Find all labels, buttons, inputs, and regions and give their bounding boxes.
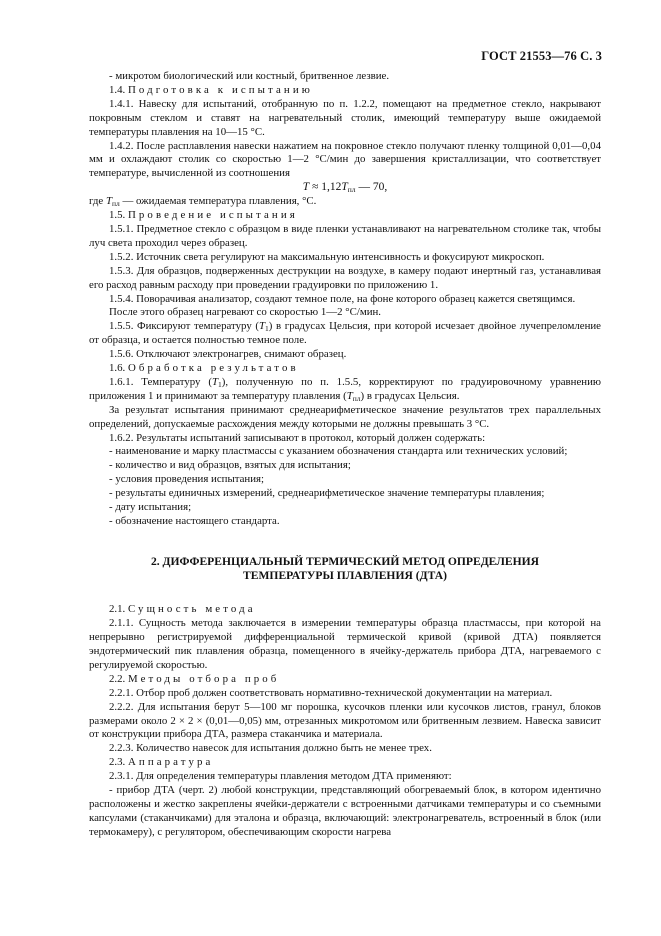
section-number: 2.2.	[109, 672, 126, 685]
document-body	[89, 70, 601, 840]
text-fragment: где	[89, 195, 106, 208]
section-title-text: Методы отбора проб	[127, 672, 280, 685]
list-item: - количество и вид образцов, взятых для испытания;	[109, 459, 351, 472]
text-fragment: — ожидаемая температура плавления, °С.	[119, 195, 317, 208]
paragraph: 1.4.1. Навеску для испытаний, отобранную по п. 1.2.2, помещают на предметное стекло, накрывают покровным стеклом и ставят на нагревательный столик, имеющий температуру выше ожидаемой температуры плавления на 10—15 °С.	[89, 97, 601, 138]
symbol: T	[346, 389, 353, 402]
paragraph: 1.5.2. Источник света регулируют на максимальную интенсивность и фокусируют микроскоп.	[109, 250, 545, 263]
formula-symbol: T	[341, 181, 348, 194]
text-fragment: ) в градусах Цельсия, при которой исчезает двойное лучепреломление от образца, и остается полностью темное поле.	[89, 320, 601, 347]
list-item: - обозначение настоящего стандарта.	[109, 515, 280, 527]
formula-tail: — 70,	[355, 181, 388, 194]
subscript: 1	[218, 379, 222, 389]
text-fragment: ), полученную по п. 1.5.5, корректируют по градуировочному уравнению приложения 1 и принимают за температуру плавления (	[89, 375, 602, 402]
list-item: - наименование и марку пластмассы с указанием обозначения стандарта или технических условий;	[109, 445, 568, 458]
paragraph	[89, 195, 601, 209]
paragraph: 2.2.3. Количество навесок для испытания должно быть не менее трех.	[109, 742, 432, 755]
section-title	[89, 362, 601, 376]
paragraph: 2.2.1. Отбор проб должен соответствовать нормативно-технической документации на материал.	[109, 686, 553, 699]
subscript: пл	[111, 199, 120, 209]
page-header: ГОСТ 21553—76 С. 3	[481, 49, 602, 63]
section-number: 2.1.	[109, 603, 126, 616]
formula	[89, 181, 601, 195]
paragraph	[89, 320, 601, 348]
text-fragment: ) в градусах Цельсия.	[360, 389, 460, 402]
text-fragment: 1.5.5. Фиксируют температуру (	[109, 320, 259, 333]
section-number: 1.5.	[109, 209, 126, 222]
symbol: T	[258, 320, 266, 333]
section-number: 2.3.	[109, 756, 126, 769]
list-item: - прибор ДТА (черт. 2) любой конструкции, представляющий обогреваемый блок, в котором идентично расположены и жестко закреплены ячейки-держатели с встроенными датчиками температуры и со съемными капсулами (стаканчиками) для эталона и образца, включающий: электронагреватель, встроенный в блок (или термокамеру), с регулятором, обеспечивающим скорости нагрева	[89, 784, 601, 838]
subscript: 1	[265, 324, 269, 334]
symbol: T	[211, 375, 218, 388]
paragraph: 1.5.4. Поворачивая анализатор, создают темное поле, на фоне которого образец кажется светящимся.	[109, 292, 576, 305]
section-title-text: Аппаратура	[127, 756, 214, 769]
formula-subscript: пл	[347, 185, 356, 195]
section-title	[89, 84, 601, 98]
paragraph: 1.4.2. После расплавления навески нажатием на покровное стекло получают пленку толщиной 0,01—0,04 мм и охлаждают столик со скоростью 1—2 °С/мин до завершения кристаллизации, что соответствует температуре, вычисленной из соотношения	[89, 139, 601, 180]
paragraph: 2.3.1. Для определения температуры плавления методом ДТА применяют:	[109, 770, 452, 783]
section-title	[89, 756, 601, 770]
section-title-text: Подготовка к испытанию	[127, 83, 313, 96]
formula-symbol: T	[302, 181, 310, 194]
subscript: пл	[352, 393, 361, 403]
list-item: - условия проведения испытания;	[109, 473, 265, 486]
paragraph: 1.5.6. Отключают электронагрев, снимают образец.	[109, 348, 347, 361]
paragraph: 1.5.1. Предметное стекло с образцом в виде пленки устанавливают на нагревательном столике так, чтобы луч света проходил через образец.	[89, 222, 601, 249]
paragraph: 2.1.1. Сущность метода заключается в измерении температуры образца пластмассы, при которой на непрерывно регистрируемой дифференциальной термической кривой (кривой ДТА) появляется эндотермический пик плавления образца, помещенного в ячейку-держатель прибора ДТА, нагреваемого с регулируемой скоростью.	[89, 617, 601, 671]
section-number: 1.6.	[109, 362, 126, 375]
section-number: 1.4.	[109, 83, 126, 96]
spacer	[89, 583, 601, 603]
paragraph: 1.6.2. Результаты испытаний записывают в протокол, который должен содержать:	[109, 431, 486, 444]
paragraph: За результат испытания принимают среднеарифметическое значение результатов трех параллельных определений, допускаемые расхождения между которыми не должны превышать 3 °С.	[89, 403, 601, 430]
text-fragment: 1.6.1. Температуру (	[109, 375, 212, 388]
paragraph: 2.2.2. Для испытания берут 5—100 мг порошка, кусочков пленки или кусочков листов, гранул, блоков размерами около 2 × 2 × (0,01—0,05) мм, отрезанных микротомом или бритвенным лезвием. Навеска зависит от конструкции прибора ДТА, размера стаканчика и материала.	[89, 700, 601, 741]
formula-operator: ≈ 1,12	[309, 181, 342, 194]
section-title	[89, 603, 601, 617]
section-title-text: Обработка результатов	[127, 362, 299, 375]
section-title	[89, 209, 601, 223]
list-item: - микротом биологический или костный, бритвенное лезвие.	[109, 70, 390, 82]
spacer	[89, 529, 601, 555]
section-title-text: Проведение испытания	[127, 209, 298, 222]
list-item: - результаты единичных измерений, среднеарифметическое значение температуры плавления;	[109, 487, 545, 500]
symbol: T	[105, 195, 112, 208]
section-title-text: Сущность метода	[127, 603, 256, 616]
paragraph	[89, 376, 601, 404]
paragraph: После этого образец нагревают со скоростью 1—2 °С/мин.	[109, 306, 382, 319]
chapter-heading: ТЕМПЕРАТУРЫ ПЛАВЛЕНИЯ (ДТА)	[243, 569, 447, 583]
paragraph: 1.5.3. Для образцов, подверженных деструкции на воздухе, в камеру подают инертный газ, устанавливая его расход равным расходу при проведении градуировки по приложению 1.	[89, 264, 601, 291]
chapter-heading: 2. ДИФФЕРЕНЦИАЛЬНЫЙ ТЕРМИЧЕСКИЙ МЕТОД ОПРЕДЕЛЕНИЯ	[150, 554, 540, 568]
list-item: - дату испытания;	[109, 501, 192, 514]
section-title	[89, 673, 601, 687]
